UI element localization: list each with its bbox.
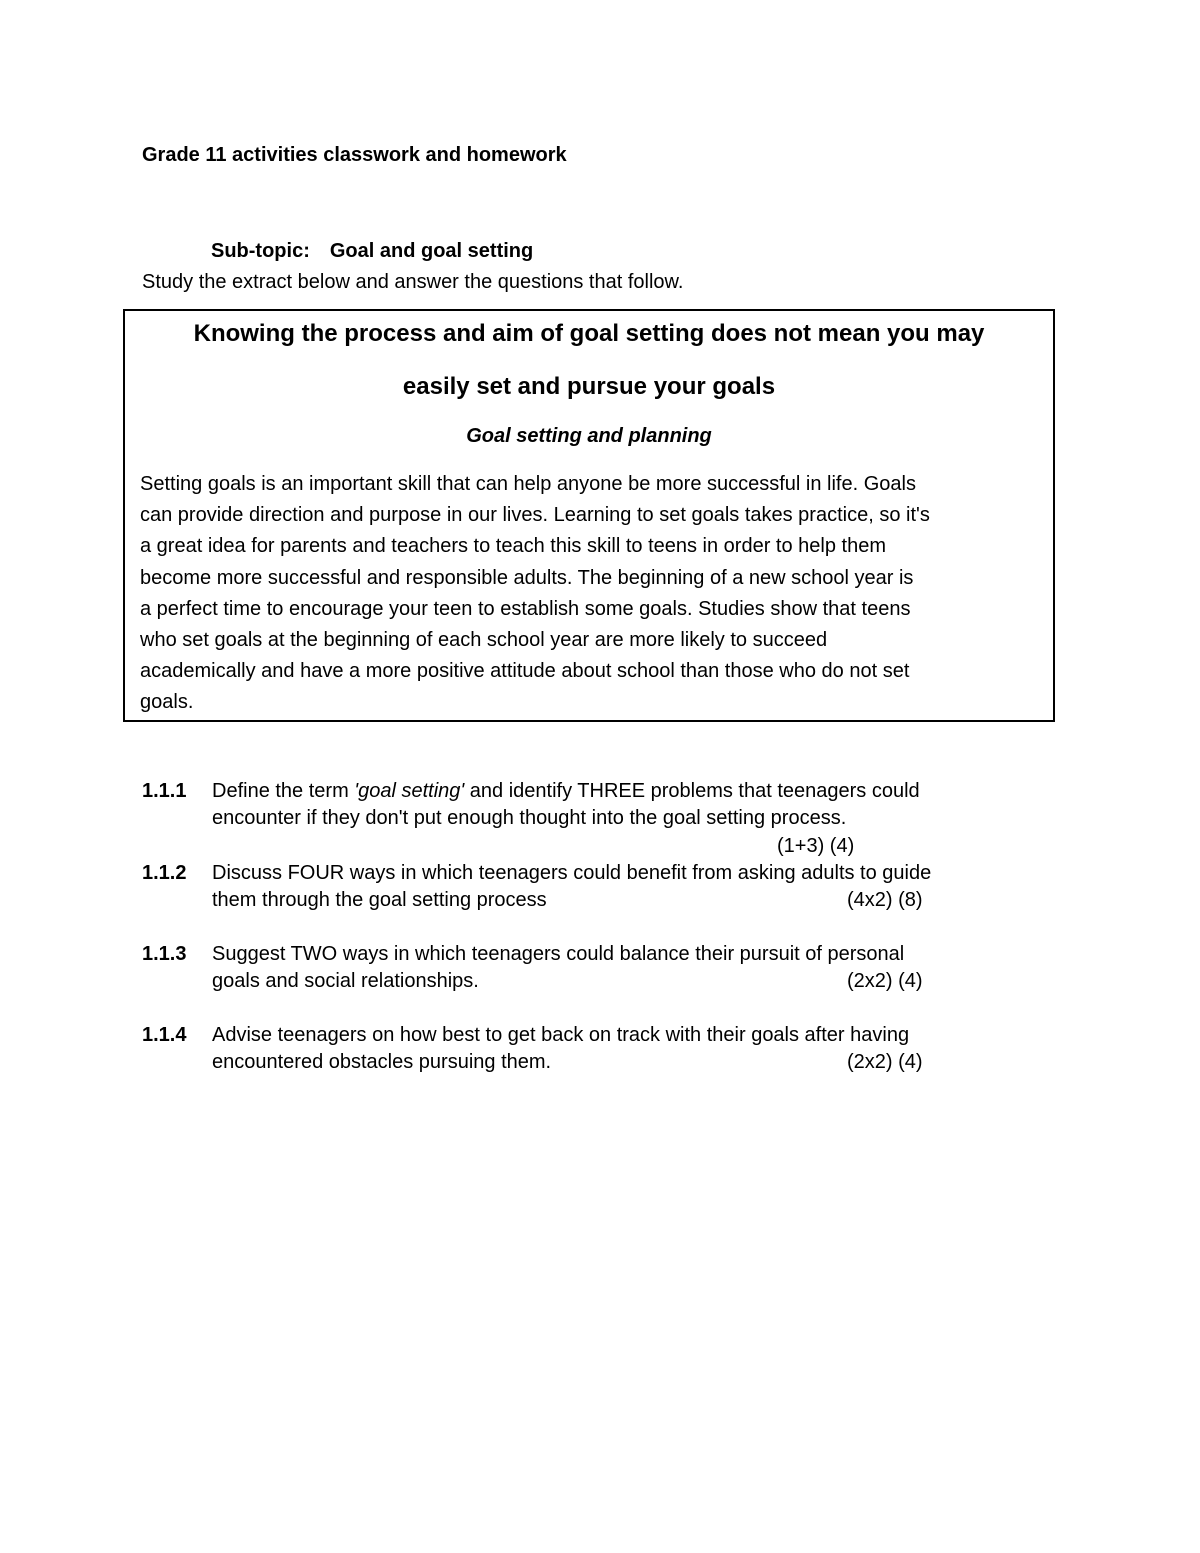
extract-body-line: goals. <box>140 691 194 714</box>
question-line-1: Suggest TWO ways in which teenagers could balance their pursuit of personal <box>212 943 905 965</box>
question-number: 1.1.3 <box>142 943 187 965</box>
question-text <box>212 778 920 832</box>
question-line-1: Discuss FOUR ways in which teenagers could benefit from asking adults to guide <box>212 862 932 884</box>
extract-body <box>140 469 1052 719</box>
question-text <box>212 1022 909 1076</box>
extract-body-line: become more successful and responsible adults. The beginning of a new school year is <box>140 566 914 589</box>
question-line-2: encounter if they don't put enough thought into the goal setting process. <box>212 807 847 829</box>
extract-body-line: academically and have a more positive attitude about school than those who do not set <box>140 660 910 683</box>
question-marks: (2x2) (4) <box>847 970 923 992</box>
question-1-1-4 <box>142 1022 1142 1078</box>
question-text <box>212 941 904 995</box>
subtopic-label: Sub-topic: <box>211 240 310 262</box>
question-1-1-2 <box>142 860 1142 916</box>
extract-body-line: a perfect time to encourage your teen to establish some goals. Studies show that teens <box>140 597 911 620</box>
extract-body-line: can provide direction and purpose in our lives. Learning to set goals takes practice, so it's <box>140 504 930 527</box>
extract-subheading: Goal setting and planning <box>466 425 712 447</box>
question-marks: (1+3) (4) <box>777 835 855 857</box>
extract-headline-line-1: Knowing the process and aim of goal setting does not mean you may <box>193 320 985 347</box>
question-line-1: Advise teenagers on how best to get back on track with their goals after having <box>212 1024 910 1046</box>
instruction-text: Study the extract below and answer the questions that follow. <box>142 271 684 293</box>
extract-body-line: a great idea for parents and teachers to teach this skill to teens in order to help them <box>140 535 886 558</box>
question-line-1 <box>212 778 920 805</box>
subtopic <box>211 240 533 263</box>
question-number: 1.1.2 <box>142 862 187 884</box>
question-number: 1.1.1 <box>142 780 187 802</box>
question-1-1-1 <box>142 778 1142 862</box>
question-text <box>212 860 931 914</box>
question-line-2: goals and social relationships. <box>212 970 479 992</box>
question-line-2: encountered obstacles pursuing them. <box>212 1051 552 1073</box>
question-line-2: them through the goal setting process <box>212 889 547 911</box>
extract-body-line: who set goals at the beginning of each school year are more likely to succeed <box>140 629 828 652</box>
question-term: 'goal setting' <box>354 780 465 802</box>
subtopic-value: Goal and goal setting <box>329 240 534 262</box>
extract-box <box>123 309 1055 722</box>
question-marks: (2x2) (4) <box>847 1051 923 1073</box>
question-marks: (4x2) (8) <box>847 889 923 911</box>
question-text-part: Define the term <box>212 780 355 802</box>
question-number: 1.1.4 <box>142 1024 187 1046</box>
question-text-part: and identify THREE problems that teenagers could <box>464 780 920 802</box>
extract-body-line: Setting goals is an important skill that can help anyone be more successful in life. Goals <box>140 473 916 495</box>
page-heading: Grade 11 activities classwork and homework <box>142 144 567 166</box>
question-1-1-3 <box>142 941 1142 997</box>
extract-headline-line-2: easily set and pursue your goals <box>402 373 776 400</box>
